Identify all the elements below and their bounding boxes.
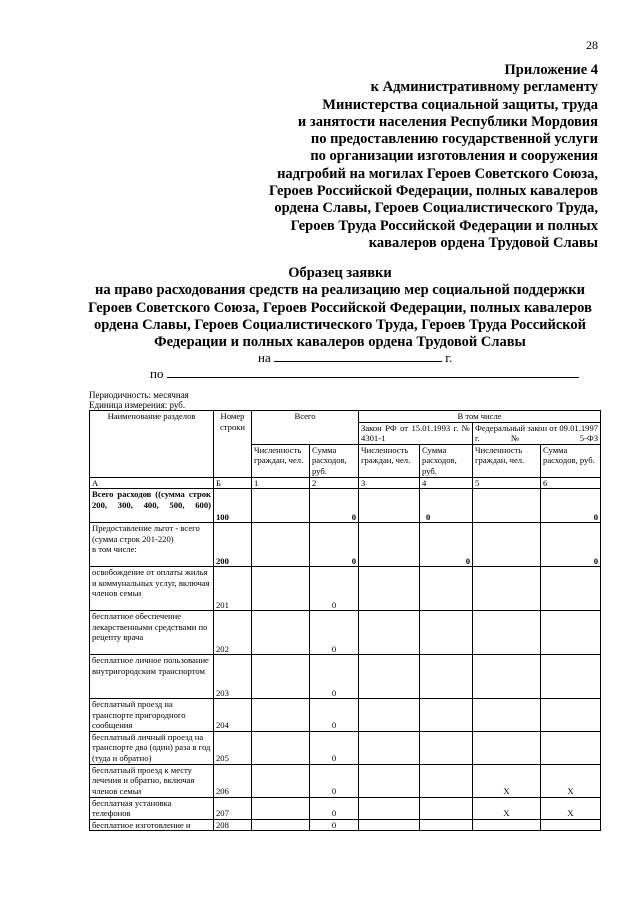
cell-count-law2[interactable] [473,819,541,831]
cell-count-total[interactable] [252,611,310,655]
cell-sum-law2[interactable] [541,819,601,831]
appendix-line: надгробий на могилах Героев Советского Союза, [277,165,598,182]
cell-sum-total[interactable]: 0 [310,699,359,732]
table-row [90,567,601,611]
cell-count-law2[interactable]: Х [473,764,541,797]
cell-sum-law1[interactable] [420,567,473,611]
row-number: 205 [214,731,252,764]
cell-count-law1[interactable] [359,819,420,831]
date-blank-field[interactable] [274,350,442,362]
cell-sum-law1[interactable] [420,731,473,764]
col-index: 6 [541,477,601,489]
cell-count-law1[interactable] [359,655,420,699]
recipient-blank-field[interactable] [167,366,579,378]
cell-sum-law2[interactable] [541,655,601,699]
header-count: Численность граждан, чел. [359,444,420,477]
table-row [90,764,601,797]
row-number: 202 [214,611,252,655]
header-law-1: Закон РФ от 15.01.1993 г. № 4301-1 [359,422,473,444]
header-including: В том числе [359,411,601,423]
cell-sum-total[interactable]: 0 [310,655,359,699]
row-number: 200 [214,523,252,567]
row-name: бесплатный личный проезд на транспорте два (один) раза в год (туда и обратно) [90,731,214,764]
cell-count-law1[interactable] [359,489,420,523]
table-row [90,699,601,732]
cell-sum-law2[interactable]: Х [541,797,601,819]
cell-count-law2[interactable] [473,611,541,655]
table-row [90,655,601,699]
row-name: освобождение от оплаты жилья и коммунальных услуг, включая членов семьи [90,567,214,611]
col-index: 2 [310,477,359,489]
cell-sum-law2[interactable]: 0 [541,489,601,523]
title-line: Федерации и полных кавалеров ордена Трудовой Славы [154,334,526,351]
cell-sum-law2[interactable] [541,699,601,732]
recipient-prefix: по [150,366,164,381]
cell-sum-law1[interactable] [420,764,473,797]
cell-count-law1[interactable] [359,764,420,797]
cell-count-total[interactable] [252,567,310,611]
row-number: 203 [214,655,252,699]
cell-count-law1[interactable] [359,699,420,732]
cell-count-law1[interactable] [359,731,420,764]
cell-count-total[interactable] [252,699,310,732]
appendix-header [78,62,598,252]
cell-count-law1[interactable] [359,567,420,611]
cell-sum-law2[interactable]: Х [541,764,601,797]
table-row [90,797,601,819]
cell-sum-total[interactable]: 0 [310,611,359,655]
periodicity-label: Периодичность: месячная [89,390,189,400]
cell-count-total[interactable] [252,523,310,567]
cell-sum-law2[interactable] [541,731,601,764]
cell-count-law2[interactable]: Х [473,797,541,819]
cell-sum-total[interactable]: 0 [310,819,359,831]
appendix-line: к Административному регламенту [370,79,598,96]
cell-sum-total[interactable]: 0 [310,567,359,611]
row-name: бесплатная установка телефонов [90,797,214,819]
cell-sum-total[interactable]: 0 [310,764,359,797]
cell-count-law1[interactable] [359,611,420,655]
row-name: Всего расходов ((сумма строк 200, 300, 400, 500, 600) [90,489,214,523]
row-name-cell [90,523,214,567]
header-sum: Сумма расходов, руб. [420,444,473,477]
row-number: 206 [214,764,252,797]
row-number: 201 [214,567,252,611]
header-count: Численность граждан, чел. [473,444,541,477]
row-name: бесплатное обеспечение лекарственными средствами по рецепту врача [90,611,214,655]
cell-count-law2[interactable] [473,567,541,611]
date-suffix: г. [445,350,453,365]
cell-count-law2[interactable] [473,699,541,732]
row-name: бесплатный проезд к месту лечения и обратно, включая членов семьи [90,764,214,797]
appendix-line: и занятости населения Республики Мордовия [297,113,598,130]
header-law-2: Федеральный закон от 09.01.1997 г. № 5-ФЗ [473,422,601,444]
cell-sum-total[interactable]: 0 [310,489,359,523]
cell-count-total[interactable] [252,655,310,699]
expense-table [89,410,601,831]
cell-count-law1[interactable] [359,797,420,819]
cell-sum-law1[interactable] [420,655,473,699]
appendix-line: Министерства социальной защиты, труда [322,96,598,113]
title-line: Героев Советского Союза, Героев Российской Федерации, полных кавалеров [88,299,592,316]
row-number: 100 [214,489,252,523]
header-total: Всего [252,411,359,445]
document-title [60,265,620,351]
cell-count-total[interactable] [252,797,310,819]
table-row [90,731,601,764]
table-row [90,611,601,655]
col-index: А [90,477,214,489]
cell-sum-law1[interactable] [420,699,473,732]
cell-count-law2[interactable] [473,731,541,764]
appendix-line: кавалеров ордена Трудовой Славы [368,234,598,251]
cell-count-total[interactable] [252,819,310,831]
date-line [258,350,452,366]
table-row [90,489,601,523]
col-index: 4 [420,477,473,489]
cell-sum-law1[interactable]: 0 [420,489,473,523]
header-count: Численность граждан, чел. [252,444,310,477]
header-row-number: Номер строки [214,411,252,478]
col-index: 3 [359,477,420,489]
cell-sum-total[interactable]: 0 [310,523,359,567]
cell-sum-law1[interactable] [420,819,473,831]
appendix-line: ордена Славы, Героев Социалистического Труда, [274,200,598,217]
title-line: ордена Славы, Героев Социалистического Труда, Героев Труда Российской [93,316,587,333]
row-subtitle: в том числе: [92,544,137,554]
table-row [90,819,601,831]
title-heading: Образец заявки [288,265,392,281]
page-number: 28 [586,38,598,52]
row-number: 204 [214,699,252,732]
appendix-line: по организации изготовления и сооружения [310,148,598,165]
header-name: Наименование разделов [90,411,214,478]
cell-count-law1[interactable] [359,523,420,567]
appendix-line: Героев Российской Федерации, полных кавалеров [268,183,598,200]
row-name: бесплатный проезд на транспорте пригородного сообщения [90,699,214,732]
cell-sum-law2[interactable]: 0 [541,523,601,567]
recipient-line [150,366,579,382]
cell-sum-law1[interactable] [420,611,473,655]
appendix-line: по предоставлению государственной услуги [310,131,598,148]
cell-sum-law1[interactable] [420,797,473,819]
col-index: Б [214,477,252,489]
cell-sum-law1[interactable]: 0 [420,523,473,567]
col-index: 5 [473,477,541,489]
appendix-line: Приложение 4 [504,62,598,78]
cell-sum-law2[interactable] [541,611,601,655]
row-name: Предоставление льгот - всего (сумма строк 201-220) [92,523,200,544]
row-number: 207 [214,797,252,819]
header-sum: Сумма расходов, руб. [541,444,601,477]
row-name: бесплатное личное пользование внутригородским транспортом [90,655,214,699]
cell-sum-total[interactable]: 0 [310,731,359,764]
cell-count-total[interactable] [252,764,310,797]
unit-label: Единица измерения: руб. [89,400,186,410]
cell-sum-total[interactable]: 0 [310,797,359,819]
appendix-line: Героев Труда Российской Федерации и полных [290,217,598,234]
cell-count-total[interactable] [252,489,310,523]
table-row [90,523,601,567]
cell-count-law2[interactable] [473,655,541,699]
row-number: 208 [214,819,252,831]
cell-sum-law2[interactable] [541,567,601,611]
date-prefix: на [258,350,271,365]
title-line: на право расходования средств на реализацию мер социальной поддержки [95,282,585,299]
cell-count-total[interactable] [252,731,310,764]
cell-count-law2[interactable] [473,523,541,567]
header-sum: Сумма расходов, руб. [310,444,359,477]
cell-count-law2[interactable] [473,489,541,523]
row-name: бесплатное изготовление и [90,819,214,831]
col-index: 1 [252,477,310,489]
